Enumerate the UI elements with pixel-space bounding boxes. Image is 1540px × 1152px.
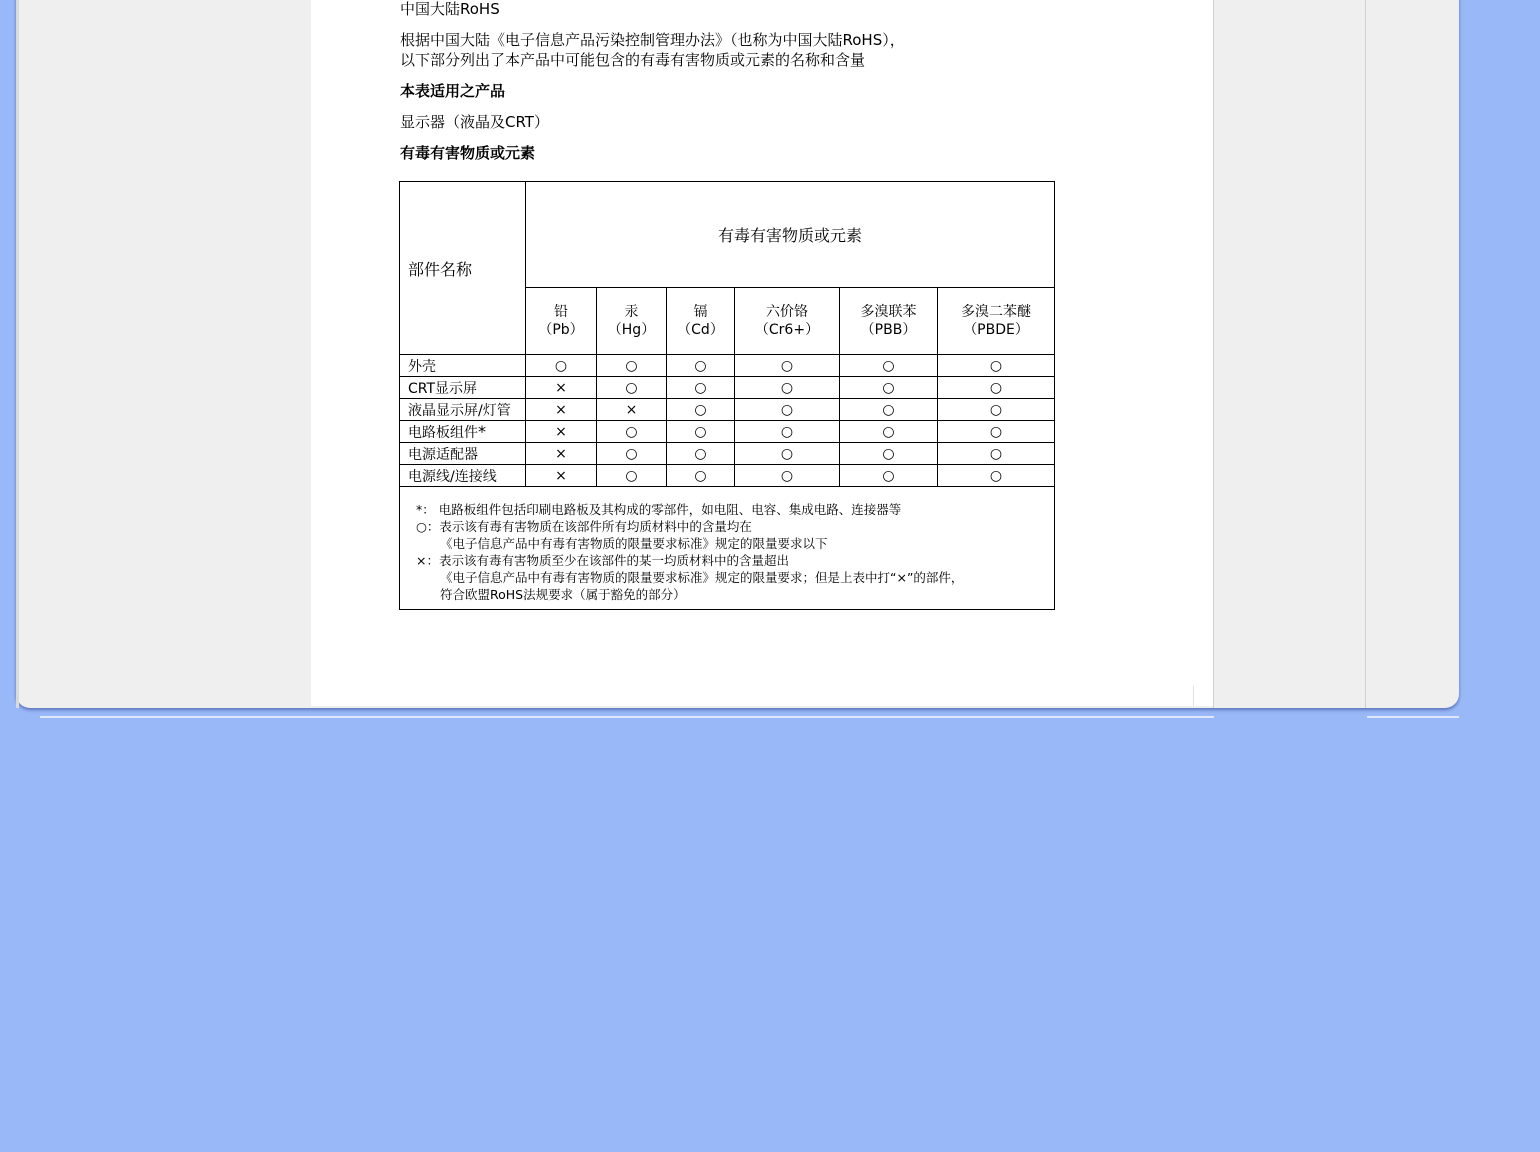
mark-cell: ○ [938, 355, 1055, 377]
mark-cell: ○ [597, 443, 667, 465]
mark-cell: ○ [526, 355, 597, 377]
note-cross: ×：表示该有毒有害物质至少在该部件的某一均质材料中的含量超出 [416, 553, 789, 568]
part-name: 液晶显示屏/灯管 [400, 399, 526, 421]
part-name: 外壳 [400, 355, 526, 377]
footer-rule-right [1367, 716, 1459, 718]
substances-header: 有毒有害物质或元素 [526, 182, 1055, 288]
hazardous-substances-table [399, 181, 1055, 610]
table-row [400, 465, 1055, 487]
substance-name: 多溴二苯醚 [961, 304, 1032, 320]
part-name: 电源适配器 [400, 443, 526, 465]
table-row [400, 377, 1055, 399]
table-row [400, 443, 1055, 465]
mark-cell: ○ [938, 465, 1055, 487]
mark-cell: ○ [735, 377, 840, 399]
mark-cell: × [526, 443, 597, 465]
applicable-heading: 本表适用之产品 [400, 82, 506, 100]
substances-heading: 有毒有害物质或元素 [400, 144, 536, 162]
mark-cell: ○ [840, 443, 938, 465]
column-separator [1213, 0, 1214, 708]
mark-cell: ○ [938, 421, 1055, 443]
mark-cell: × [526, 465, 597, 487]
mark-cell: × [526, 377, 597, 399]
substance-symbol: （PBB） [860, 322, 917, 338]
part-name-cell [400, 421, 526, 443]
mark-cell: × [526, 421, 597, 443]
footer-rule-left [40, 716, 1214, 718]
mark-cell: ○ [667, 443, 735, 465]
note-star: *： 电路板组件包括印刷电路板及其构成的零部件，如电阻、电容、集成电路、连接器等 [416, 502, 902, 517]
footnote-star: * [478, 421, 486, 441]
mark-cell: × [597, 399, 667, 421]
note-cross-cont-2: 符合欧盟RoHS法规要求（属于豁免的部分） [440, 587, 686, 602]
mark-cell: ○ [597, 421, 667, 443]
mark-cell: × [526, 399, 597, 421]
note-circle-cont: 《电子信息产品中有毒有害物质的限量要求标准》规定的限量要求以下 [440, 536, 828, 551]
frame-left-edge [16, 0, 19, 708]
mark-cell: ○ [938, 443, 1055, 465]
substance-name: 多溴联苯 [860, 304, 917, 320]
table-row [400, 421, 1055, 443]
mark-cell: ○ [840, 355, 938, 377]
mark-cell: ○ [735, 465, 840, 487]
part-name: CRT显示屏 [400, 377, 526, 399]
mark-cell: ○ [667, 355, 735, 377]
mark-cell: ○ [667, 399, 735, 421]
part-name: 电源线/连接线 [400, 465, 526, 487]
substance-header-pbde [938, 288, 1055, 355]
mark-cell: ○ [735, 355, 840, 377]
note-circle: ○：表示该有毒有害物质在该部件所有均质材料中的含量均在 [416, 519, 752, 534]
table-notes [400, 487, 1055, 610]
applicable-products: 显示器（液晶及CRT） [400, 113, 549, 131]
mark-cell: ○ [667, 465, 735, 487]
substance-header-cr6 [735, 288, 840, 355]
frame-corner-line [1193, 686, 1194, 706]
substance-symbol: （Cd） [677, 322, 724, 338]
mark-cell: ○ [735, 421, 840, 443]
mark-cell: ○ [597, 465, 667, 487]
mark-cell: ○ [938, 377, 1055, 399]
substance-header-pbb [840, 288, 938, 355]
substance-symbol: （Cr6+） [754, 322, 820, 338]
mark-cell: ○ [840, 421, 938, 443]
section-title: 中国大陆RoHS [400, 0, 500, 18]
table-row [400, 355, 1055, 377]
mark-cell: ○ [938, 399, 1055, 421]
mark-cell: ○ [597, 377, 667, 399]
substance-name: 镉 [693, 304, 708, 320]
substance-symbol: （PBDE） [963, 322, 1029, 338]
column-separator [1365, 0, 1366, 708]
substance-name: 六价铬 [766, 304, 808, 320]
part-name-header: 部件名称 [400, 182, 526, 355]
substance-symbol: （Pb） [538, 322, 584, 338]
mark-cell: ○ [735, 443, 840, 465]
part-name: 电路板组件 [408, 424, 478, 441]
mark-cell: ○ [667, 421, 735, 443]
note-cross-cont: 《电子信息产品中有毒有害物质的限量要求标准》规定的限量要求；但是上表中打“×”的部件， [440, 570, 964, 585]
substance-header-cd [667, 288, 735, 355]
mark-cell: ○ [840, 465, 938, 487]
substance-header-hg [597, 288, 667, 355]
intro-line-2: 以下部分列出了本产品中可能包含的有毒有害物质或元素的名称和含量 [400, 51, 866, 69]
table-row [400, 399, 1055, 421]
mark-cell: ○ [840, 377, 938, 399]
mark-cell: ○ [840, 399, 938, 421]
mark-cell: ○ [667, 377, 735, 399]
substance-name: 铅 [554, 304, 568, 320]
substance-name: 汞 [624, 304, 639, 320]
mark-cell: ○ [735, 399, 840, 421]
substance-symbol: （Hg） [607, 322, 656, 338]
substance-header-pb [526, 288, 597, 355]
mark-cell: ○ [597, 355, 667, 377]
intro-line-1: 根据中国大陆《电子信息产品污染控制管理办法》（也称为中国大陆RoHS）， [400, 31, 905, 49]
